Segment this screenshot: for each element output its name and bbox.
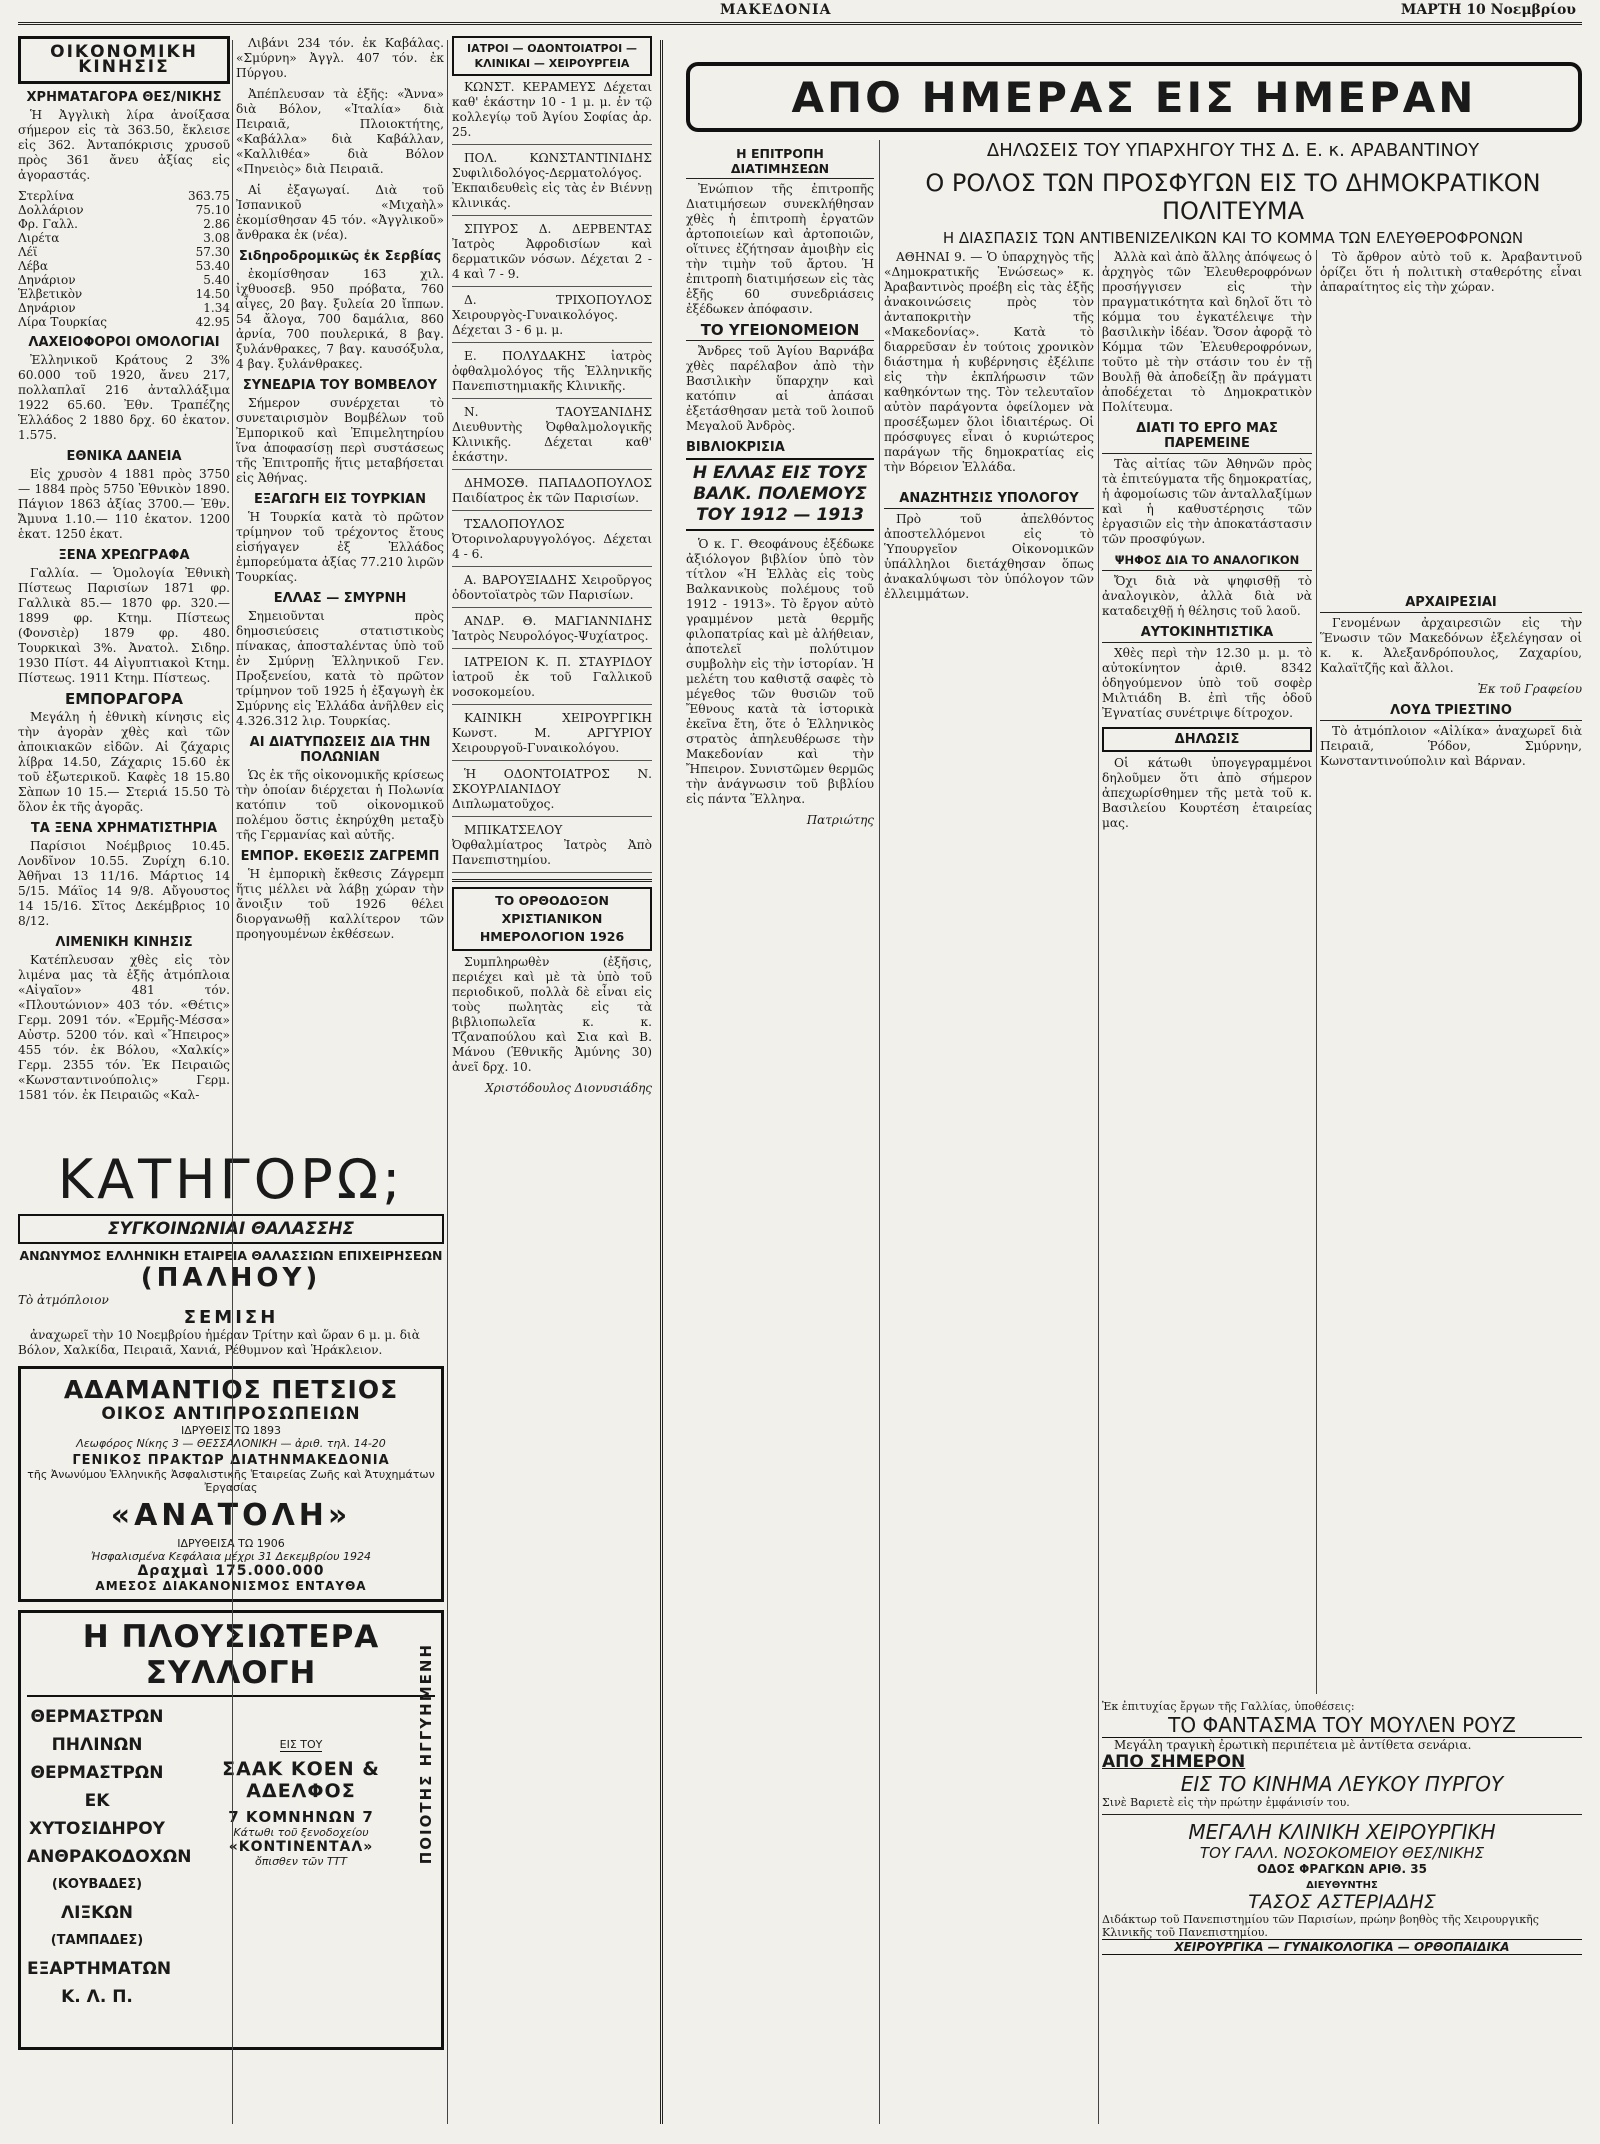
bonds-text: Ἐλληνικοῦ Κράτους 2 3% 60.000 τοῦ 1920, ἄνευ 217, πολλαπλαῖ 216 ἀνταλλάξιμα 1922 65.60. Ἐθν. Τραπέζης Ἑλλάδος 2 1880 δρχ. 60 ἑκατον. 1.575. — [18, 353, 230, 442]
export-title: ΕΞΑΓΩΓΗ ΕΙΣ ΤΟΥΡΚΙΑΝ — [253, 492, 426, 507]
orthodox-sign: Χριστόδουλος Διονυσιάδης — [485, 1081, 652, 1095]
bourse-text: Ἡ Ἀγγλικὴ λίρα ἀνοίξασα σήμερον εἰς τὰ 363.50, ἔκλεισε εἰς 362. Ἀνταπόκρισις χρυσοῦ πρὸς 361 ἄνευ ἀξίας εἰς ἀγοραστάς. — [18, 108, 230, 182]
statements-text: Οἱ κάτωθι ὑπογεγραμμένοι δηλοῦμεν ὅτι ἀπὸ σήμερον ἀπεχωρίσθημεν τῆς μετὰ τοῦ κ. Βασιλείου Κουρτέση ἑταιρείας μας. — [1102, 756, 1312, 830]
rate-name: Λέβα — [18, 259, 48, 273]
column-2 — [236, 36, 444, 1144]
orthodox-text: Συμπληρωθὲν (ἐξῆσις, περιέχει καὶ μὲ τὰ ὑπὸ τοῦ περιοδικοῦ, πολλὰ δὲ εἶναι εἰς τοὺς πωλητὰς εἰς τὰ βιβλιοπωλεῖα κ. κ. Τζαναπούλου καὶ Σια καὶ Β. Μάνου (Ἑθνικῆς Ἀμύνης 30) ἀνεῖ δρχ. 10. — [452, 955, 652, 1074]
statement-text2b: Τὸ ἄρθρον αὐτὸ τοῦ κ. Ἀραβαντινοῦ ὁρίζει ὅτι ἡ πολιτικὴ σταθερότης εἶναι ἀπαραίτητος εἰς τὴν χώραν. — [1320, 250, 1582, 294]
rate-value: 363.75 — [188, 189, 230, 203]
anatoli-year: ΙΔΡΥΘΕΙΣΑ ΤΩ 1906 — [177, 1537, 285, 1550]
stoves-item: ΕΞΑΡΤΗΜΑΤΩΝ — [27, 1959, 172, 1979]
stoves-vertical: ΠΟΙΟΤΗΣ ΗΓΓΥΗΜΕΝΗ — [417, 1643, 435, 1865]
rate-row — [18, 189, 230, 203]
health-title: ΤΟ ΥΓΕΙΟΝΟΜΕΙΟΝ — [686, 323, 874, 341]
health-text: Ἄνδρες τοῦ Ἁγίου Βαρνάβα χθὲς παρέλαβον ἀπὸ τὴν Βασιλικὴν ὕπαρχην καὶ κατόπιν αἱ ἀπάσαι ἐξετάσθησαν μετὰ τοῦ λοιποῦ Μεγαλοῦ Ἀνδρὸς. — [686, 344, 874, 433]
doctor-listing: Ν. ΤΑΟΥΞΑΝΙΔΗΣ Διευθυντὴς Ὀφθαλμολογικῆς Κλινικῆς. Δέχεται καθ' ἑκάστην. — [452, 405, 652, 470]
stoves-item: (ΚΟΥΒΑΔΕΣ) — [51, 1877, 143, 1892]
committee-text: Ἐνώπιον τῆς ἐπιτροπῆς Διατιμήσεων συνεκλήθησαν χθὲς ἡ ἐπιτροπὴ ἐργατῶν ἀρτοποιείων καὶ ἀρτοποιῶν, οἵτινες ἐζήτησαν ἀμοιβὴν εἰς τὴν τιμὴν τοῦ ἄρτου. Ἡ ἐπιτροπὴ διατιμήσεων εἰς τὰς ἑξῆς 60 συνεδριάσεις ἐξέδωκεν ἀπόφασιν. — [686, 182, 874, 316]
rate-value: 2.86 — [203, 217, 230, 231]
katigoro-headline: ΚΑΤΗΓΟΡΩ; — [57, 1150, 405, 1211]
clinic-text: Διδάκτωρ τοῦ Πανεπιστημίου τῶν Παρισίων, πρώην βοηθὸς τῆς Χειρουργικῆς Κλινικῆς τοῦ Πανεπιστημίου. — [1102, 1913, 1539, 1939]
stoves-street: 7 ΚΟΜΝΗΝΩΝ 7 — [228, 1808, 374, 1826]
lower-left-ads — [18, 1150, 444, 2120]
anatoli-footer: ΑΜΕΣΟΣ ΔΙΑΚΑΝΟΝΙΣΜΟΣ ΕΝΤΑΥΘΑ — [95, 1579, 367, 1593]
rate-row — [18, 217, 230, 231]
vote-text: Ὄχι διὰ νὰ ψηφισθῇ τὸ ἀναλογικὸν, ἀλλὰ διὰ νὰ καταδειχθῇ ἡ θέλησις τοῦ λαοῦ. — [1102, 574, 1312, 618]
rate-name: Δολλάριον — [18, 203, 84, 217]
banks-title: ΤΑ ΞΕΝΑ ΧΡΗΜΑΤΙΣΤΗΡΙΑ — [30, 821, 218, 836]
expo-title: ΕΜΠΟΡ. ΕΚΘΕΣΙΣ ΖΑΓΡΕΜΠ — [240, 849, 440, 864]
anatoli-capital: Ἠσφαλισμένα Κεφάλαια μέχρι 31 Δεκεμβρίου 1924 — [91, 1550, 371, 1563]
committee-title: Η ΕΠΙΤΡΟΠΗ ΔΙΑΤΙΜΗΣΕΩΝ — [686, 146, 874, 179]
export-text: Ἡ Τουρκία κατὰ τὸ πρῶτον τρίμηνον τοῦ τρέχοντος ἔτους εἰσήγαγεν ἐξ Ἑλλάδος ἐμπορεύματα ἀξίας 77.210 λιρῶν Τουρκίας. — [236, 510, 444, 584]
clinic-footer: ΧΕΙΡΟΥΡΓΙΚΑ — ΓΥΝΑΙΚΟΛΟΓΙΚΑ — ΟΡΘΟΠΑΙΔΙΚΑ — [1102, 1939, 1582, 1955]
stoves-item: ΠΗΛΙΝΩΝ — [51, 1735, 143, 1755]
rate-name: Λιρέτα — [18, 231, 60, 245]
sea-banner: ΣΥΓΚΟΙΝΩΝΙΑΙ ΘΑΛΑΣΣΗΣ — [18, 1214, 444, 1244]
rate-row — [18, 245, 230, 259]
rate-value: 1.34 — [203, 301, 230, 315]
economic-banner: ΟΙΚΟΝΟΜΙΚΗ ΚΙΝΗΣΙΣ — [18, 36, 230, 84]
doctor-listing: ΣΠΥΡΟΣ Δ. ΔΕΡΒΕΝΤΑΣ Ἰατρὸς Ἀφροδισίων καὶ δερματικῶν νόσων. Δέχεται 2 - 4 καὶ 7 - 9. — [452, 222, 652, 287]
phantom-text: Μεγάλη τραγικὴ ἐρωτικὴ περιπέτεια μὲ ἀντίθετα σενάρια. — [1114, 1738, 1472, 1752]
archives-text: Γενομένων ἀρχαιρεσιῶν εἰς τὴν Ἕνωσιν τῶν Μακεδόνων ἐξελέγησαν οἱ κ. κ. Ἀλεξανδρόπουλος, Ζαχαρίου, Καλαϊτζῆς καὶ ἄλλοι. — [1320, 616, 1582, 675]
stoves-title: Η ΠΛΟΥΣΙΩΤΕΡΑ ΣΥΛΛΟΓΗ — [27, 1619, 435, 1697]
statement-text1: ΑΘΗΝΑΙ 9. — Ὁ ὑπαρχηγὸς τῆς «Δημοκρατικῆς Ἑνώσεως» κ. Ἀραβαντινὸς προέβη εἰς τὰς ἑξῆς ἀνακοινώσεις πρὸς τὸν ἀνταποκριτὴν τῆς «Μακεδονίας». Κατὰ τὸ διαρρεῦσαν ἐν τούτοις χρονικὸν διάστημα ἡ κυβέρνησις ἐξέλιπε εἰς τὴν ἐκπλήρωσιν τῶν καθηκόντων της. Τὸν τελευταῖον αὐτὸν παράγοντα ὁφείλομεν νὰ προσέξωμεν ὅλοι ἰδιαιτέρως. Οἱ πρόσφυγες εἶναι ὁ κυριώτερος παράγων τῆς δημοκρατίας εἰς τὴν Βόρειον Ἑλλάδα. — [884, 250, 1094, 474]
rate-row — [18, 259, 230, 273]
col2-text2: Ἀπέπλευσαν τὰ ἑξῆς: «Ἄννα» διὰ Βόλον, «Ἰταλία» διὰ Πειραιᾶ, Πλοιοκτήτης, «Καβάλλα» διὰ Καβάλλαν, «Καλλιθέα» διὰ Βόλον «Πηνειὸς» διὰ Πειραιᾶ. — [236, 87, 444, 176]
doctor-listing: ΠΟΛ. ΚΩΝΣΤΑΝΤΙΝΙΔΗΣ Συφιλιδολόγος-Δερματολόγος. Ἐκπαιδευθεὶς εἰς τὰς ἐν Βιέννῃ κλινικάς. — [452, 151, 652, 216]
lloyd-text: Τὸ ἀτμόπλοιον «Αἰλίκα» ἀναχωρεῖ διὰ Πειραιᾶ, Ῥόδον, Σμύρνην, Κωνσταντινούπολιν καὶ Βάρναν. — [1320, 724, 1582, 768]
doctor-listing: Ε. ΠΟΛΥΔΑΚΗΣ ἰατρὸς ὀφθαλμολόγος τῆς Ἑλληνικῆς Πανεπιστημιακῆς Κλινικῆς. — [452, 349, 652, 399]
petsios-addr: Λεωφόρος Νίκης 3 — ΘΕΣΣΑΛΟΝΙΚΗ — ἀριθ. τηλ. 14-20 — [76, 1437, 386, 1450]
anatoli-amount: Δραχμαὶ 175.000.000 — [137, 1563, 325, 1579]
shares-title: ΞΕΝΑ ΧΡΕΩΓΡΑΦΑ — [58, 548, 190, 563]
shares-text: Γαλλία. — Ὁμολογία Ἐθνικὴ Πίστεως Παρισίων 1871 φρ. Γαλλικὰ 85.— 1870 φρ. 320.— 1899 φρ. Κτημ. Πίστεως (Φονσιὲρ) 1879 φρ. 480. Τουρκικαὶ 3%. Ἀνατολ. Σιδηρ. 1930 Πίστ. 44 Αἰγυπτιακοὶ Κτημ. Πίστεως. 1911 Κτημ. Πίστεως. — [18, 566, 230, 685]
stoves-item: ΑΝΘΡΑΚΟΔΟΧΩΝ — [27, 1847, 192, 1867]
archives-title: ΑΡΧΑΙΡΕΣΙΑΙ — [1320, 595, 1582, 613]
port-title: ΛΙΜΕΝΙΚΗ ΚΙΝΗΣΙΣ — [55, 935, 193, 950]
column-rule — [660, 40, 663, 2124]
clinic-addr: ΟΔΟΣ ΦΡΑΓΚΩΝ ΑΡΙΘ. 35 — [1257, 1862, 1427, 1876]
column-6 — [1102, 250, 1312, 1144]
doctor-listing: Δ. ΤΡΙΧΟΠΟΥΛΟΣ Χειρουργὸς-Γυναικολόγος. Δέχεται 3 - 6 μ. μ. — [452, 293, 652, 343]
port-text: Κατέπλευσαν χθὲς εἰς τὸν λιμένα μας τὰ ἑξῆς ἀτμόπλοια «Αἰγαῖον» 481 τόν. «Πλουτώνιον» 403 τόν. «Θέτις» Γερμ. 2091 τόν. «Ἑρμῆς-Μέσσα» Αὐστρ. 5200 τόν. καὶ «Ἤπειρος» 455 τόν. ἐκ Βόλου, «Χαλκίς» Γερμ. 2355 τόν. Ἐκ Πειραιῶς «Κωνσταντινούπολις» Γερμ. 1581 τόν. ἐκ Πειραιῶς «Καλ- — [18, 953, 230, 1102]
work-title: ΔΙΑΤΙ ΤΟ ΕΡΓΟ ΜΑΣ ΠΑΡΕΜΕΙΝΕ — [1102, 421, 1312, 454]
phantom-title: ΤΟ ΦΑΝΤΑΣΜΑ ΤΟΥ ΜΟΥΛΕΝ ΡΟΥΖ — [1102, 1713, 1582, 1738]
doctor-listing: ΤΣΑΛΟΠΟΥΛΟΣ Ὀτορινολαρυγγολόγος. Δέχεται 4 - 6. — [452, 517, 652, 567]
rate-row — [18, 301, 230, 315]
rate-name: Λίρα Τουρκίας — [18, 315, 107, 329]
anatoli-name: «ΑΝΑΤΟΛΗ» — [110, 1498, 352, 1533]
smyrna-title: ΕΛΛΑΣ — ΣΜΥΡΝΗ — [273, 591, 407, 606]
today-title: ΑΠΟ ΣΗΜΕΡΟΝ — [1102, 1752, 1246, 1772]
rate-row — [18, 273, 230, 287]
column-3 — [452, 36, 652, 2124]
stoves-opp: ὄπισθεν τῶν ΤΤΤ — [255, 1855, 347, 1868]
col2-text3: Αἱ ἐξαγωγαί. Διὰ τοῦ Ἰσπανικοῦ «Μιχαὴλ» ἐκομίσθησαν 45 τόν. «Ἀγγλικοῦ» ἄνθρακα ἐκ (νέα). — [236, 183, 444, 242]
column-rule — [447, 40, 448, 2124]
col2-text1: Λιβάνι 234 τόν. ἐκ Καβάλας. «Σμύρνη» Ἀγγλ. 407 τόν. ἐκ Πύργου. — [236, 36, 444, 80]
column-4 — [686, 140, 874, 2124]
column-rule — [1098, 250, 1099, 2124]
column-rule — [879, 140, 880, 2124]
rate-row — [18, 315, 230, 329]
stoves-item: ΘΕΡΜΑΣΤΡΩΝ — [30, 1763, 164, 1783]
rate-value: 53.40 — [195, 259, 230, 273]
rate-name: Ἑλβετικὸν — [18, 287, 83, 301]
bonds-title: ΛΑΧΕΙΟΦΟΡΟΙ ΟΜΟΛΟΓΙΑΙ — [28, 335, 220, 350]
stoves-hotel: «ΚΟΝΤΙΝΕΝΤΑΛ» — [228, 1839, 374, 1855]
sea-ship-label: Τὸ ἀτμόπλοιον — [18, 1293, 109, 1307]
stoves-items — [27, 1703, 192, 2011]
loans-text: Εἰς χρυσὸν 4 1881 πρὸς 3750 — 1884 πρὸς 5750 Ἐθνικὸν 1890. Πάγιον 1863 ἀξίας 3700.— Ἐθν. Ἄμυνα 1.10.— 110 ἑκατον. 1200 ἑκατ. 1250 ἑκατ. — [18, 467, 230, 541]
stoves-item: (ΤΑΜΠΑΔΕΣ) — [50, 1933, 144, 1948]
rate-row — [18, 231, 230, 245]
rate-row — [18, 203, 230, 217]
banks-text: Παρίσιοι Νοέμβριος 10.45. Λονδῖνον 10.55. Ζυρίχη 6.10. Ἀθῆναι 13 11/16. Μάρτιος 14 5/15. Μάϊος 14 9/8. Αὔγουστος 14 15/16. Σῖτος Δεκέμβριος 10 8/12. — [18, 839, 230, 928]
column-rule — [1316, 250, 1317, 1694]
expo-text: Ἡ ἐμπορικὴ ἔκθεσις Ζάγρεμπ ἥτις μέλλει νὰ λάβῃ χώραν τὴν ἄνοιξιν τοῦ 1926 θέλει διοργανωθῇ καλλίτερον τῶν προηγουμένων ἐκθέσεων. — [236, 867, 444, 941]
column-5 — [884, 250, 1094, 2124]
statement-title: ΔΗΛΩΣΕΙΣ ΤΟΥ ΥΠΑΡΧΗΓΟΥ ΤΗΣ Δ. Ε. κ. ΑΡΑΒΑΝΤΙΝΟΥ — [986, 140, 1480, 161]
petsios-name: ΑΔΑΜΑΝΤΙΟΣ ΠΕΤΣΙΟΣ — [63, 1375, 399, 1404]
petsios-ad — [18, 1366, 444, 1602]
right-lower-ads — [1102, 1700, 1582, 2120]
doctor-listing: ΚΩΝΣΤ. ΚΕΡΑΜΕΥΣ Δέχεται καθ' ἑκάστην 10 - 1 μ. μ. ἐν τῷ κολλεγίῳ τοῦ Ἀγίου Σοφίας ἀρ. 25. — [452, 80, 652, 145]
smyrna-text: Σημειοῦνται πρὸς δημοσιεύσεις στατιστικοὺς πίνακας, ἀποσταλέντας ὑπὸ τοῦ ἐν Σμύρνῃ Ἑλληνικοῦ Γεν. Προξενείου, κατὰ τὸ πρῶτον τρίμηνον τοῦ 1925 ἡ ἐξαγωγὴ ἐκ Σμύρνης εἰς Ἑλλάδα ἀνῆλθεν εἰς 4.326.312 λιρ. Τουρκίας. — [236, 609, 444, 728]
rates-list — [18, 189, 230, 329]
poland-title: ΑΙ ΔΙΑΤΥΠΩΣΕΙΣ ΔΙΑ ΤΗΝ ΠΟΛΩΝΙΑΝ — [249, 735, 431, 765]
books-title: ΒΙΒΛΙΟΚΡΙΣΙΑ — [686, 440, 785, 455]
search-title: ΑΝΑΖΗΤΗΣΙΣ ΥΠΟΛΟΓΟΥ — [884, 491, 1094, 509]
petsios-gen: ΓΕΝΙΚΟΣ ΠΡΑΚΤΩΡ ΔΙΑΤΗΝΜΑΚΕΔΟΝΙΑ — [72, 1453, 390, 1468]
trade-title: ΕΜΠΟΡΑΓΟΡΑ — [65, 690, 183, 708]
doctor-listing: ΜΠΙΚΑΤΣΕΛΟΥ Ὀφθαλμίατρος Ἰατρὸς Ἀπὸ Πανεπιστημίου. — [452, 823, 652, 873]
sea-text: ἀναχωρεῖ τὴν 10 Νοεμβρίου ἡμέραν Τρίτην καὶ ὥραν 6 μ. μ. διὰ Βόλον, Χαλκίδα, Πειραιᾶ, Χανιά, Ρέθυμνον καὶ Ἡράκλειον. — [18, 1328, 420, 1357]
loans-title: ΕΘΝΙΚΑ ΔΑΝΕΙΑ — [66, 449, 182, 464]
cinema-title: ΕΙΣ ΤΟ ΚΙΝΗΜΑ ΛΕΥΚΟΥ ΠΥΡΓΟΥ — [1180, 1772, 1504, 1796]
statement-text2: Ἀλλὰ καὶ ἀπὸ ἄλλης ἀπόψεως ὁ ἀρχηγὸς τῶν Ἐλευθεροφρόνων προσήγγισεν εἰς τὴν πραγματικότητα καὶ δηλοῖ ὅτι τὸ κόμμα του ἐγκατέλειψε τὴν βασιλικὴν ἰδέαν. Ὅσον ἀφορᾷ τὸ Κόμμα τῶν Ἐλευθεροφρόνων, τοῦτο μὲ τὴν στάσιν του ἐν τῇ Βουλῇ θὰ ἀποδείξῃ ἂν πράγματι ἀποδέχεται τὸ Δημοκρατικὸν Πολίτευμα. — [1102, 250, 1312, 414]
doctor-listing: ΚΑΙΝΙΚΗ ΧΕΙΡΟΥΡΓΙΚΗ Κωνστ. Μ. ΑΡΓΥΡΙΟΥ Χειρουργοῦ-Γυναικολόγου. — [452, 711, 652, 761]
rail-title: Σιδηροδρομικῶς ἐκ Σερβίας — [238, 249, 442, 264]
statement-headlines — [884, 140, 1582, 247]
sea-company: ΑΝΩΝΥΜΟΣ ΕΛΛΗΝΙΚΗ ΕΤΑΙΡΕΙΑ ΘΑΛΑΣΣΙΩΝ ΕΠΙΧΕΙΡΗΣΕΩΝ — [19, 1248, 443, 1263]
doctor-listing: Α. ΒΑΡΟΥΞΙΑΔΗΣ Χειροῦργος ὀδοντοϊατρὸς τῶν Παρισίων. — [452, 573, 652, 608]
statement-h1: Ο ΡΟΛΟΣ ΤΩΝ ΠΡΟΣΦΥΓΩΝ ΕΙΣ ΤΟ ΔΗΜΟΚΡΑΤΙΚΟΝ ΠΟΛΙΤΕΥΜΑ — [925, 169, 1541, 225]
lloyd-title: ΛΟΥΔ ΤΡΙΕΣΤΙΝΟ — [1320, 703, 1582, 721]
petsios-year: ΙΔΡΥΘΕΙΣ ΤΩ 1893 — [180, 1424, 282, 1437]
stoves-at: ΕΙΣ ΤΟΥ — [279, 1738, 323, 1751]
clinic-title: ΜΕΓΑΛΗ ΚΛΙΝΙΚΗ ΧΕΙΡΟΥΡΓΙΚΗ — [1188, 1820, 1496, 1844]
from-paper: Ἐκ τοῦ Γραφείου — [1477, 682, 1582, 696]
auto-text: Χθὲς περὶ τὴν 12.30 μ. μ. τὸ αὐτοκίνητον ἀριθ. 8342 ὁδηγούμενον ὑπὸ τοῦ σοφὲρ Μιλτιάδη Β. ἐπὶ τῆς ὁδοῦ Ἐγνατίας συνέτριψε δίτροχον. — [1102, 646, 1312, 720]
rail-text: ἐκομίσθησαν 163 χιλ. ἰχθυοσεβ. 950 πρόβατα, 760 αἶγες, 20 βαγ. ξυλεία 20 ἴππων. 54 ἄλογα, 700 δαμάλια, 860 ἀρνία, 700 πουλερικά, 8 βαγ. ξυλάνθρακες, 7 βαγ. καυσόξυλα, 4 βαγ. ξυλάνθρακες. — [236, 267, 444, 371]
doctor-listing: ΔΗΜΟΣΘ. ΠΑΠΑΔΟΠΟΥΛΟΣ Παιδίατρος ἐκ τῶν Παρισίων. — [452, 476, 652, 511]
bourse-title: ΧΡΗΜΑΤΑΓΟΡΑ ΘΕΣ/ΝΙΚΗΣ — [26, 90, 222, 105]
clinic-director-label: ΔΙΕΥΘΥΝΤΗΣ — [1306, 1880, 1378, 1891]
cinema-text: Σινὲ Βαριετὲ εἰς τὴν πρώτην ἐμφάνισίν του. — [1102, 1796, 1350, 1809]
synergy-title: ΣΥΝΕΔΡΙΑ ΤΟΥ ΒΟΜΒΕΛΟΥ — [242, 378, 438, 393]
stoves-item: ΕΚ ΧΥΤΟΣΙΔΗΡΟΥ — [28, 1791, 165, 1839]
issue-date: ΜΑΡΤΗ 10 Νοεμβρίου — [1400, 2, 1576, 18]
stoves-item: ΘΕΡΜΑΣΤΡΩΝ — [30, 1707, 164, 1727]
doctor-listing: Ἡ ΟΔΟΝΤΟΙΑΤΡΟΣ Ν. ΣΚΟΥΡΛΙΑΝΙΔΟΥ Διπλωματοῦχος. — [452, 767, 652, 817]
column-rule — [232, 40, 233, 2124]
petsios-sub: ΟΙΚΟΣ ΑΝΤΙΠΡΟΣΩΠΕΙΩΝ — [101, 1404, 361, 1424]
clinic-director: ΤΑΣΟΣ ΑΣΤΕΡΙΑΔΗΣ — [1248, 1891, 1436, 1913]
trade-text: Μεγάλη ἡ ἐθνικὴ κίνησις εἰς τὴν ἀγορὰν χθὲς καὶ τῶν ἀποικιακῶν εἰδῶν. Αἱ ζάχαρις λίβρα 14.50, Ζάχαρις 15.60 ἐκ τοῦ ἐξωτερικοῦ. Καφὲς 18 15.80 Σὰπων 10 15.— Στεριά 15.50 Τὸ ὅλον ἐκ τῆς ἀγορᾶς. — [18, 710, 230, 814]
rate-value: 75.10 — [195, 203, 230, 217]
day-to-day-banner: ΑΠΟ ΗΜΕΡΑΣ ΕΙΣ ΗΜΕΡΑΝ — [686, 62, 1582, 132]
stoves-ad — [18, 1610, 444, 2050]
rate-value: 5.40 — [203, 273, 230, 287]
rate-value: 57.30 — [195, 245, 230, 259]
poland-text: Ὡς ἐκ τῆς οἰκονομικῆς κρίσεως τὴν ὁποίαν διέρχεται ἡ Πολωνία κατόπιν τοῦ οἰκονομικοῦ πολέμου ὅστις ἐκηρύχθη μεταξὺ τῆς Γερμανίας καὶ αὐτῆς. — [236, 768, 444, 842]
statements-title: ΔΗΛΩΣΙΣ — [1102, 727, 1312, 752]
doctors-banner: ΙΑΤΡΟΙ — ΟΔΟΝΤΟΙΑΤΡΟΙ — ΚΛΙΝΙΚΑΙ — ΧΕΙΡΟΥΡΓΕΙΑ — [452, 36, 652, 76]
book-name: Η ΕΛΛΑΣ ΕΙΣ ΤΟΥΣ ΒΑΛΚ. ΠΟΛΕΜΟΥΣ ΤΟΥ 1912 — 1913 — [686, 458, 874, 531]
column-7 — [1320, 250, 1582, 1144]
rate-value: 14.50 — [195, 287, 230, 301]
orthodox-title: ΤΟ ΟΡΘΟΔΟΞΟΝ ΧΡΙΣΤΙΑΝΙΚΟΝ ΗΜΕΡΟΛΟΓΙΟΝ 1926 — [452, 887, 652, 951]
vote-title: ΨΗΦΟΣ ΔΙΑ ΤΟ ΑΝΑΛΟΓΙΚΟΝ — [1102, 553, 1312, 571]
rate-name: Δηνάριον — [18, 273, 76, 287]
phantom-intro: Ἐκ ἐπιτυχίας ἔργων τῆς Γαλλίας, ὑποθέσεις: — [1102, 1700, 1355, 1713]
petsios-gen2: τῆς Ἀνωνύμου Ἑλληνικῆς Ἀσφαλιστικῆς Ἑταιρείας Ζωῆς καὶ Ἀτυχημάτων Ἐργασίας — [27, 1468, 435, 1494]
rate-value: 42.95 — [195, 315, 230, 329]
doctor-listing: ΑΝΔΡ. Θ. ΜΑΓΙΑΝΝΙΔΗΣ Ἰατρὸς Νευρολόγος-Ψυχίατρος. — [452, 614, 652, 649]
sea-company-name: (ΠΑΛΗΟΥ) — [140, 1263, 322, 1293]
rate-name: Φρ. Γαλλ. — [18, 217, 78, 231]
rate-name: Λέϊ — [18, 245, 38, 259]
book-sign: Πατριώτης — [806, 813, 874, 827]
search-text: Πρὸ τοῦ ἀπελθόντος ἀποστελλόμενοι εἰς τὸ Ὑπουργεῖον Οἰκονομικῶν ὑπάλληλοι διετάχθησαν ὅπως ἀνακαλύψωσι τὸν ὑπόλογον τῶν ἐλλειμμάτων. — [884, 512, 1094, 601]
rate-name: Δηνάριον — [18, 301, 76, 315]
masthead-center: ΜΑΚΕΔΟΝΙΑ — [720, 2, 832, 18]
stoves-shop-block — [167, 1703, 435, 2011]
stoves-item: Κ. Λ. Π. — [61, 1987, 133, 2007]
stoves-near: Κάτωθι τοῦ ξενοδοχείου — [233, 1826, 369, 1839]
clinic-sub: ΤΟΥ ΓΑΛΛ. ΝΟΣΟΚΟΜΕΙΟΥ ΘΕΣ/ΝΙΚΗΣ — [1199, 1844, 1485, 1862]
auto-title: ΑΥΤΟΚΙΝΗΤΙΣΤΙΚΑ — [1102, 625, 1312, 643]
synergy-text: Σήμερον συνέρχεται τὸ συνεταιρισμὸν Βομβέλων τοῦ Ἐμπορικοῦ καὶ Ἐπιμελητηρίου ἵνα ἀποφασίσῃ περὶ συστάσεως τῆς Ἐπιτροπῆς ἥτις μεταβήσεται εἰς Ἀθήνας. — [236, 396, 444, 485]
statement-h2: Η ΔΙΑΣΠΑΣΙΣ ΤΩΝ ΑΝΤΙΒΕΝΙΖΕΛΙΚΩΝ ΚΑΙ ΤΟ ΚΟΜΜΑ ΤΩΝ ΕΛΕΥΘΕΡΟΦΡΟΝΩΝ — [942, 229, 1524, 247]
doctors-list — [452, 80, 652, 873]
rate-name: Στερλίνα — [18, 189, 75, 203]
stoves-shop: ΣΑΑΚ ΚΟΕΝ & ΑΔΕΛΦΟΣ — [222, 1758, 380, 1802]
book-text: Ὁ κ. Γ. Θεοφάνους ἐξέδωκε ἀξιόλογον βιβλίον ὑπὸ τὸν τίτλον «Ἡ Ἑλλὰς εἰς τοὺς Βαλκανικοὺς πολέμους τοῦ 1912 - 1913». Τὸ ἔργον αὐτὸ γραμμένον μετὰ θερμῆς φιλοπατρίας καὶ μὲ ἀλήθειαν, ἀποτελεῖ πολύτιμον συμβολὴν εἰς τὴν ἱστορίαν. Ἡ μελέτη του καθιστᾷ σαφὲς τὸ μέγεθος τῶν θυσιῶν τοῦ Ἔθνους κατὰ τὰ ἱστορικὰ ἐκεῖνα ἔτη, ὅτε ὁ Ἑλληνικὸς στρατὸς ἀπηλευθέρωσε τὴν Μακεδονίαν καὶ τὴν Ἤπειρον. Συνιστῶμεν θερμῶς τὴν ἀνάγνωσιν τοῦ βιβλίου εἰς πάντα Ἕλληνα. — [686, 537, 874, 806]
stoves-item: ΛΙΞΚΩΝ — [60, 1903, 134, 1923]
sea-ship: ΣΕΜΙΣΗ — [183, 1307, 279, 1328]
doctor-listing: ΙΑΤΡΕΙΟΝ Κ. Π. ΣΤΑΥΡΙΔΟΥ ἰατροῦ ἐκ τοῦ Γαλλικοῦ νοσοκομείου. — [452, 655, 652, 705]
work-text: Τὰς αἰτίας τῶν Ἀθηνῶν πρὸς τὰ ἐπιτεύγματα τῆς δημοκρατίας, ἡ ἀφομοίωσις τῶν ἀνταλλαξίμων καὶ ἡ καθυστέρησις τῶν ἐργασιῶν εἰς τὴν ἀποκατάστασιν τῶν προσφύγων. — [1102, 457, 1312, 546]
rate-row — [18, 287, 230, 301]
masthead-line — [0, 0, 1600, 30]
rate-value: 3.08 — [203, 231, 230, 245]
